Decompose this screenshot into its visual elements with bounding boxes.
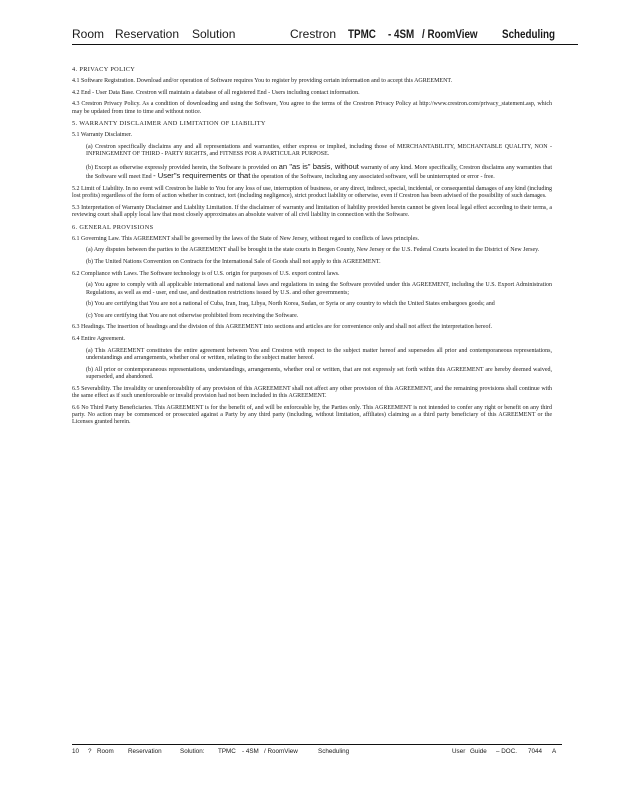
footer-word-room: Room <box>97 748 114 755</box>
section-6-heading: 6. GENERAL PROVISIONS <box>72 223 154 231</box>
clause-5-1: 5.1 Warranty Disclaimer. <box>72 132 133 139</box>
clause-6-2: 6.2 Compliance with Laws. The Software technology is of U.S. origin for purposes of U.S. export control laws. <box>72 270 340 277</box>
footer-word-guide: Guide <box>470 748 487 755</box>
header-word-crestron: Crestron <box>290 27 337 41</box>
footer-word-doc: – DOC. <box>496 748 517 755</box>
clause-6-1-a: (a) Any disputes between the parties to the AGREEMENT shall be brought in the state courts in Bergen County, New Jersey or the U.S. Federal Courts located in the District of New Jersey. <box>86 247 540 254</box>
agreement-text <box>72 66 552 431</box>
footer-marker: ? <box>88 748 92 755</box>
section-4-heading: 4. PRIVACY POLICY <box>72 66 136 73</box>
header-word-scheduling: Scheduling <box>502 27 556 41</box>
clause-4-2: 4.2 End - User Data Base. Crestron will maintain a database of all registered End - Users including contact information. <box>72 89 360 96</box>
footer-page-number: 10 <box>72 748 80 755</box>
header-word-room: Room <box>72 27 105 41</box>
running-header <box>72 26 578 45</box>
clause-4-1: 4.1 Software Registration. Download and/or operation of Software requires You to register by providing certain information and to accept this AGREEMENT. <box>72 78 453 84</box>
clause-5-1-b-middle: warranty of any kind. More specifically, Crestron disclaims any warranties that the Software will meet End <box>86 164 552 181</box>
clause-5-2: 5.2 Limit of Liability. In no event will Crestron be liable to You for any loss of use, interruption of business, or any direct, indirect, special, incidental, or consequential damages of any kind (including lost profits) regardless of the form of action whether in contract, tort (including negligence), strict product liability or otherwise, even if Crestron has been advised of the possibility of such damages. <box>72 185 552 200</box>
footer-word-reservation: Reservation <box>128 748 162 755</box>
footer-word-roomview: / RoomView <box>264 748 298 755</box>
clause-6-1: 6.1 Governing Law. This AGREEMENT shall be governed by the laws of the State of New Jersey, without regard to conflicts of laws principles. <box>72 235 420 242</box>
as-is-basis-phrase: an "as is" basis, without <box>278 161 359 171</box>
footer-word-solution: Solution: <box>180 748 205 755</box>
clause-5-3: 5.3 Interpretation of Warranty Disclaimer and Liability Limitation. If the disclaimer of warranty and limitation of liability provided herein cannot be given local legal effect according to their terms, a reviewing court shall apply local law that most closely approximates an absolute waiver of all civil liability in connection with the Software. <box>72 204 552 219</box>
clause-6-1-b: (b) The United Nations Convention on Contracts for the International Sale of Goods shall not apply to this AGREEMENT. <box>86 258 381 265</box>
footer-word-user: User <box>452 748 466 755</box>
clause-6-4-a: (a) This AGREEMENT constitutes the entire agreement between You and Crestron with respect to the subject matter hereof and supersedes all prior and contemporaneous representations, understandings and arrangements, whether oral or written, relating to the subject matter hereof. <box>86 347 552 361</box>
clause-6-2-a: (a) You agree to comply with all applicable international and national laws and regulations in using the Software provided under this AGREEMENT, including the U.S. Export Administration Regulations, as well as end - user, end use, and destination restrictions issued by U.S. and other governments; <box>86 282 552 296</box>
clause-6-5: 6.5 Severability. The invalidity or unenforceability of any provision of this AGREEMENT shall not affect any other provision of this AGREEMENT, and the remaining provisions shall continue with the same effect as if such unenforceable or invalid provision had not been included in this AGREEMENT. <box>72 385 552 399</box>
header-word-tpmc: TPMC <box>348 27 376 41</box>
clause-6-4-b: (b) All prior or contemporaneous representations, understandings, arrangements, whether oral or written, that are not expressly set forth within this AGREEMENT are hereby deemed waived, superseded, and abandoned. <box>86 366 552 380</box>
clause-6-4: 6.4 Entire Agreement. <box>72 335 125 342</box>
section-5-heading: 5. WARRANTY DISCLAIMER AND LIMITATION OF LIABILITY <box>72 120 266 128</box>
clause-5-1-b-end: the operation of the Software, including any associated software, will be uninterrupted or error - free. <box>251 174 495 181</box>
footer-word-model: - 4SM <box>242 748 259 755</box>
footer-doc-number: 7044 <box>528 748 543 755</box>
clause-5-1-b-start: (b) Except as otherwise expressly provided herein, the Software is provided on <box>86 164 277 171</box>
clause-6-2-b: (b) You are certifying that You are not a national of Cuba, Iran, Iraq, Libya, North Korea, Sudan, or Syria or any country to which the United States embargoes goods; and <box>86 301 495 308</box>
running-footer <box>72 744 562 757</box>
user-requirements-phrase: - User"s requirements or that <box>153 171 251 181</box>
clause-5-1-b <box>86 163 552 182</box>
clause-4-3: 4.3 Crestron Privacy Policy. As a condition of downloading and using the Software, You agree to the terms of the Crestron Privacy Policy at http://www.crestron.com/privacy_statement.asp, which may be updated from time to time and without notice. <box>72 101 552 115</box>
clause-5-1-a: (a) Crestron specifically disclaims any and all representations and warranties, either express or implied, including those of MERCHANTABILITY, MECHANTABLE QUALITY, NON - INFRINGEMENT OF THIRD - PARTY RIGHTS, and FITNESS FOR A PARTICULAR PURPOSE. <box>86 143 552 158</box>
header-word-reservation: Reservation <box>115 27 180 41</box>
header-word-model: - 4SM <box>388 27 415 41</box>
header-word-solution: Solution <box>192 27 236 41</box>
header-word-roomview: / RoomView <box>422 27 478 41</box>
footer-word-tpmc: TPMC <box>218 748 236 755</box>
clause-6-6: 6.6 No Third Party Beneficiaries. This AGREEMENT is for the benefit of, and will be enforceable by, the Parties only. This AGREEMENT is not intended to confer any right or benefit on any third party. No action may be commenced or prosecuted against a Party by any third party (including, without limitation, affiliates) claiming as a third party beneficiary of this AGREEMENT or the Licenses granted herein. <box>72 404 552 426</box>
footer-word-scheduling: Scheduling <box>318 748 350 755</box>
clause-6-3: 6.3 Headings. The insertion of headings and the division of this AGREEMENT into sections and articles are for convenience only and shall not affect the interpretation hereof. <box>72 324 493 331</box>
footer-revision: A <box>552 748 557 755</box>
clause-6-2-c: (c) You are certifying that You are not otherwise prohibited from receiving the Software. <box>86 312 299 319</box>
